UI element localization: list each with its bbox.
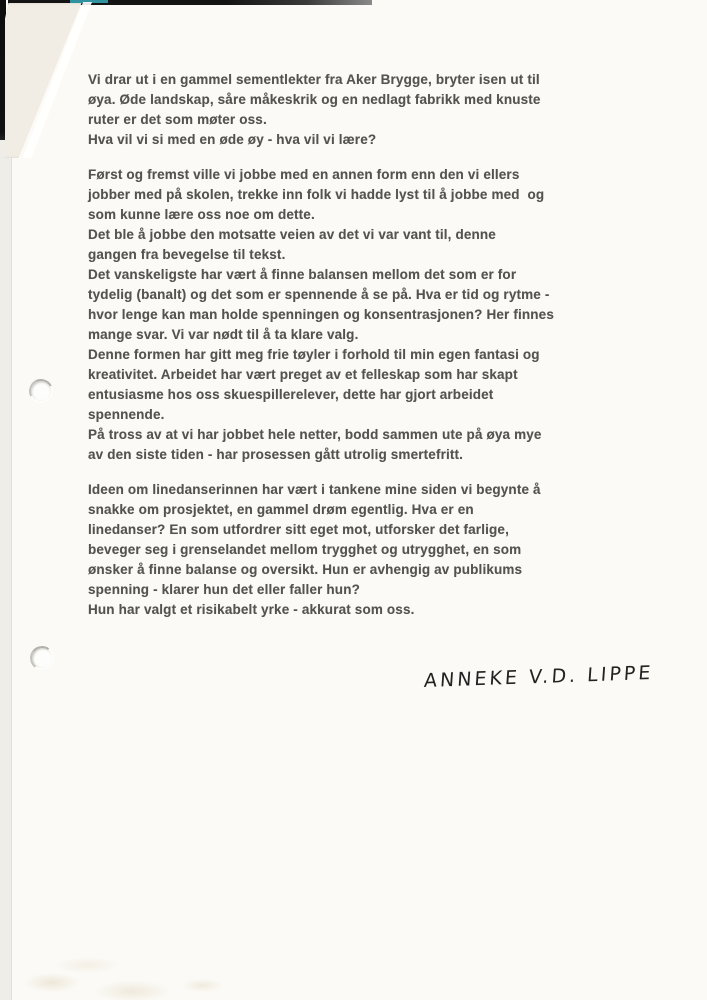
hole-punch-bottom xyxy=(28,644,55,671)
text-line: Det ble å jobbe den motsatte veien av det vi var vant til, denne xyxy=(88,227,496,242)
text-line: hvor lenge kan man holde spenningen og konsentrasjonen? Her finnes xyxy=(88,307,554,322)
text-line: beveger seg i grenselandet mellom trygghet og utrygghet, en som xyxy=(88,542,522,557)
text-line: Ideen om linedanserinnen har vært i tankene mine siden vi begynte å xyxy=(88,482,541,497)
paragraph xyxy=(88,165,650,465)
page-left-edge-shading xyxy=(0,140,12,1000)
text-line: Først og fremst ville vi jobbe med en annen form enn den vi ellers xyxy=(88,167,520,182)
text-line: ruter er det som møter oss. xyxy=(88,112,267,127)
text-line: av den siste tiden - har prosessen gått utrolig smertefritt. xyxy=(88,447,464,462)
text-line: Det vanskeligste har vært å finne balansen mellom det som er for xyxy=(88,267,517,282)
text-line: entusiasme hos oss skuespillerelever, dette har gjort arbeidet xyxy=(88,387,494,402)
typed-text-block xyxy=(88,70,650,635)
text-line: Hva vil vi si med en øde øy - hva vil vi lære? xyxy=(88,132,377,147)
text-line: Vi drar ut i en gammel sementlekter fra Aker Brygge, bryter isen ut til xyxy=(88,72,540,87)
text-line: ønsker å finne balanse og oversikt. Hun er avhengig av publikums xyxy=(88,562,523,577)
text-line: øya. Øde landskap, såre måkeskrik og en nedlagt fabrikk med knuste xyxy=(88,92,541,107)
text-line: spennende. xyxy=(88,407,165,422)
text-line: gangen fra bevegelse til tekst. xyxy=(88,247,286,262)
text-line: Denne formen har gitt meg frie tøyler i forhold til min egen fantasi og xyxy=(88,347,540,362)
hole-punch-top xyxy=(26,376,56,406)
paragraph xyxy=(88,70,650,150)
text-line: kreativitet. Arbeidet har vært preget av et felleskap som har skapt xyxy=(88,367,518,382)
text-line: som kunne lære oss noe om dette. xyxy=(88,207,315,222)
text-line: snakke om prosjektet, en gammel drøm egentlig. Hva er en xyxy=(88,502,474,517)
text-line: mange svar. Vi var nødt til å ta klare valg. xyxy=(88,327,359,342)
text-line: På tross av at vi har jobbet hele netter, bodd sammen ute på øya mye xyxy=(88,427,542,442)
text-line: jobber med på skolen, trekke inn folk vi hadde lyst til å jobbe med og xyxy=(88,187,545,202)
text-line: Hun har valgt et risikabelt yrke - akkurat som oss. xyxy=(88,602,415,617)
text-line: linedanser? En som utfordrer sitt eget mot, utforsker det farlige, xyxy=(88,522,509,537)
text-line: tydelig (banalt) og det som er spennende å se på. Hva er tid og rytme - xyxy=(88,287,550,302)
paragraph xyxy=(88,480,650,620)
paper-texture-bottom-left xyxy=(10,942,360,1000)
handwritten-signature: ANNEKE V.D. LIPPE xyxy=(423,661,655,693)
text-line: spenning - klarer hun det eller faller hun? xyxy=(88,582,360,597)
